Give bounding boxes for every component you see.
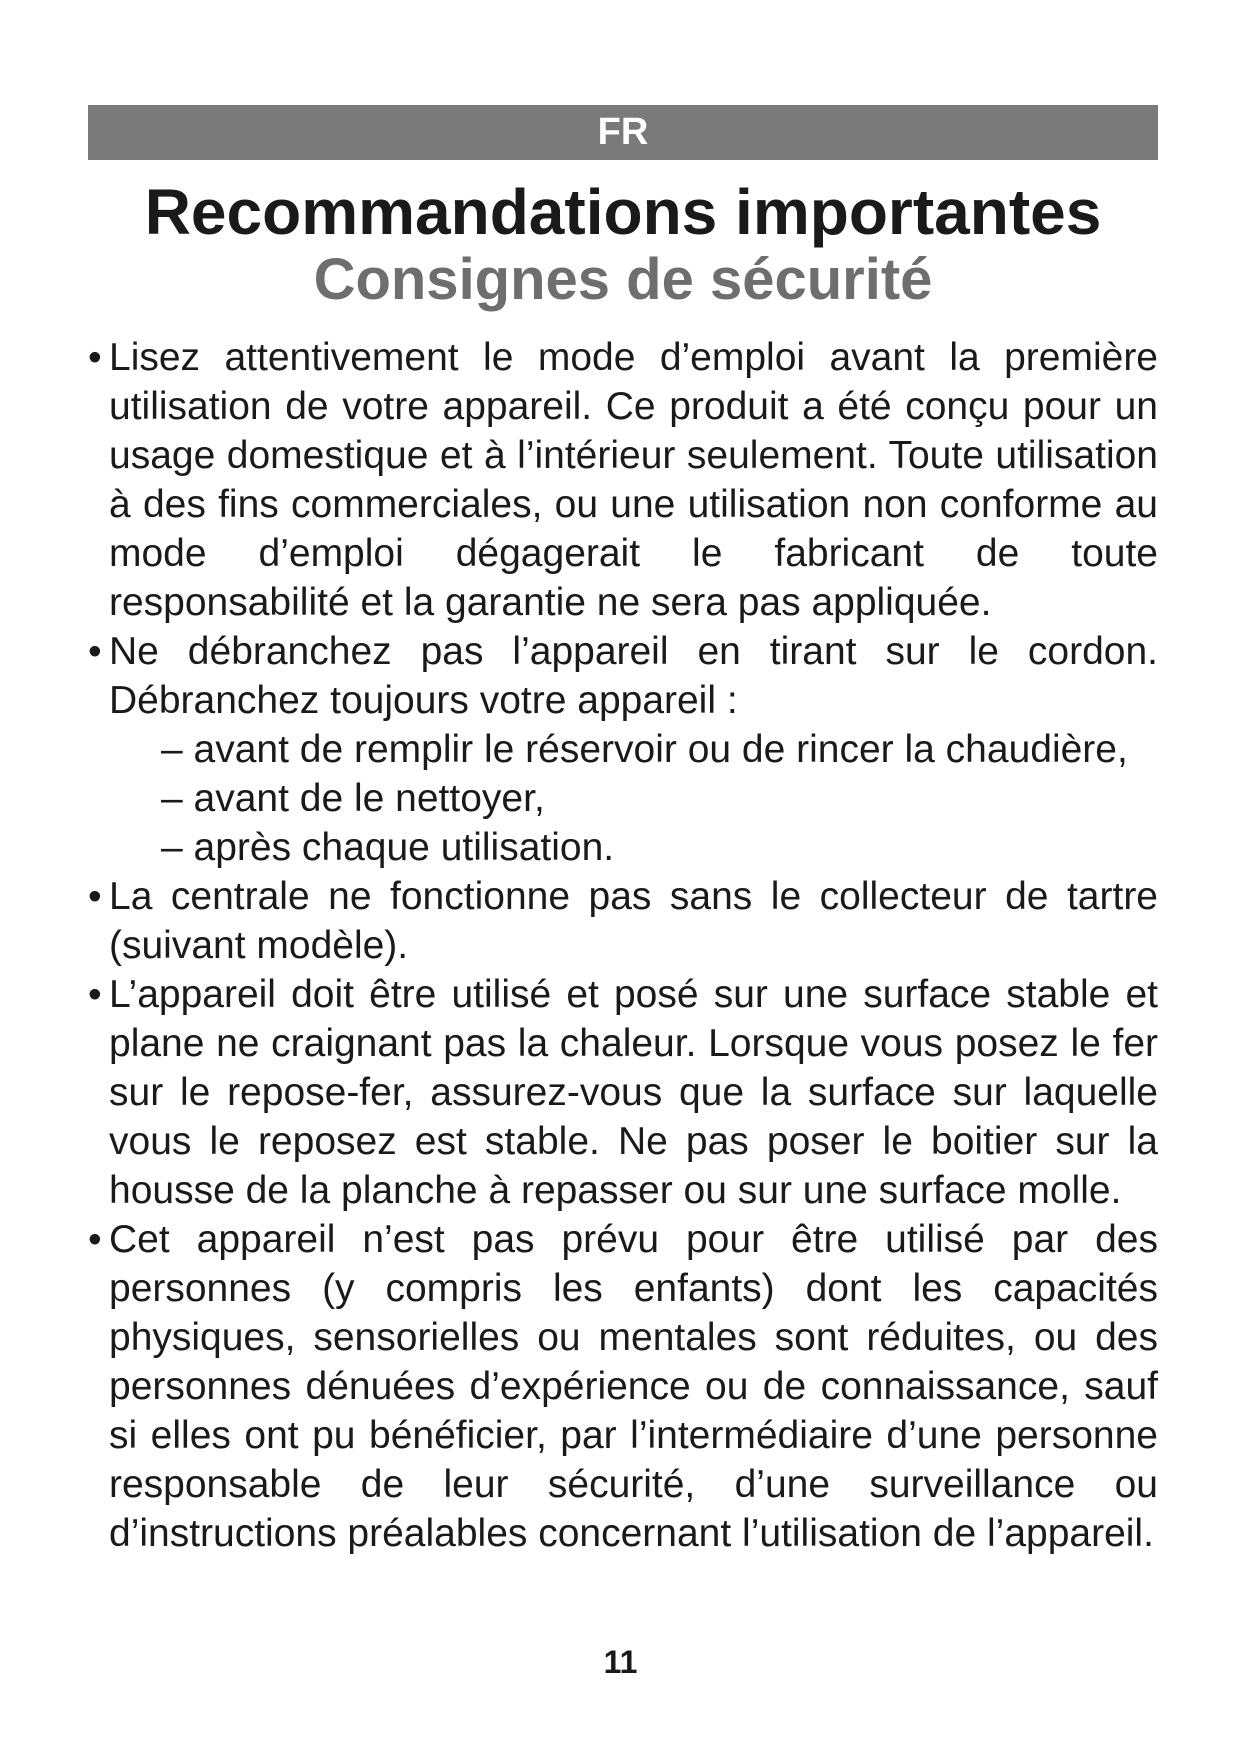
sub-list-item: – après chaque utilisation. [161, 826, 615, 869]
bullet-icon: • [88, 336, 102, 379]
page-title: Recommandations importantes [144, 176, 1102, 248]
bullet-text: Cet appareil n’est pas prévu pour être utilisé par des personnes (y compris les enfants) dont les capacités physiques, sensorielles ou mentales sont réduites, ou des personnes dénuées d’expérience ou de connaissance, sauf si elles ont pu bénéficier, par l’intermédiaire d’une personne responsable de leur sécurité, d’une surveillance ou d’instructions préalables concernant l’utilisation de l’appareil. [109, 1218, 1158, 1555]
bullet-icon: • [88, 1218, 102, 1261]
language-code: FR [597, 111, 649, 153]
bullet-text: La centrale ne fonctionne pas sans le collecteur de tartre (suivant modèle). [109, 875, 1158, 967]
sub-list-item: – avant de remplir le réservoir ou de rincer la chaudière, [161, 728, 1128, 771]
bullet-text: L’appareil doit être utilisé et posé sur une surface stable et plane ne craignant pas la chaleur. Lorsque vous posez le fer sur le repose-fer, assurez-vous que la surface sur laquelle vous le reposez est stable. Ne pas poser le boitier sur la housse de la planche à repasser ou sur une surface molle. [109, 973, 1158, 1212]
sub-list [109, 725, 1158, 872]
language-bar [88, 105, 1158, 160]
bullet-text: Ne débranchez pas l’appareil en tirant sur le cordon. Débranchez toujours votre appareil : [109, 630, 1158, 722]
bullet-icon: • [88, 973, 102, 1016]
bullet-item [88, 872, 1158, 970]
bullet-item [88, 627, 1158, 872]
bullet-item [88, 1215, 1158, 1558]
page-subtitle: Consignes de sécurité [313, 247, 933, 312]
bullet-item [88, 333, 1158, 627]
page-number: 11 [603, 1644, 638, 1680]
bullet-icon: • [88, 875, 102, 918]
bullet-text: Lisez attentivement le mode d’emploi avant la première utilisation de votre appareil. Ce produit a été conçu pour un usage domestique et à l’intérieur seulement. Toute utilisation à des fins commerciales, ou une utilisation non conforme au mode d’emploi dégagerait le fabricant de toute responsabilité et la garantie ne sera pas appliquée. [109, 336, 1158, 624]
bullet-item [88, 970, 1158, 1215]
bullet-icon: • [88, 630, 102, 673]
sub-list-item: – avant de le nettoyer, [161, 777, 545, 820]
safety-instructions [88, 333, 1158, 1558]
